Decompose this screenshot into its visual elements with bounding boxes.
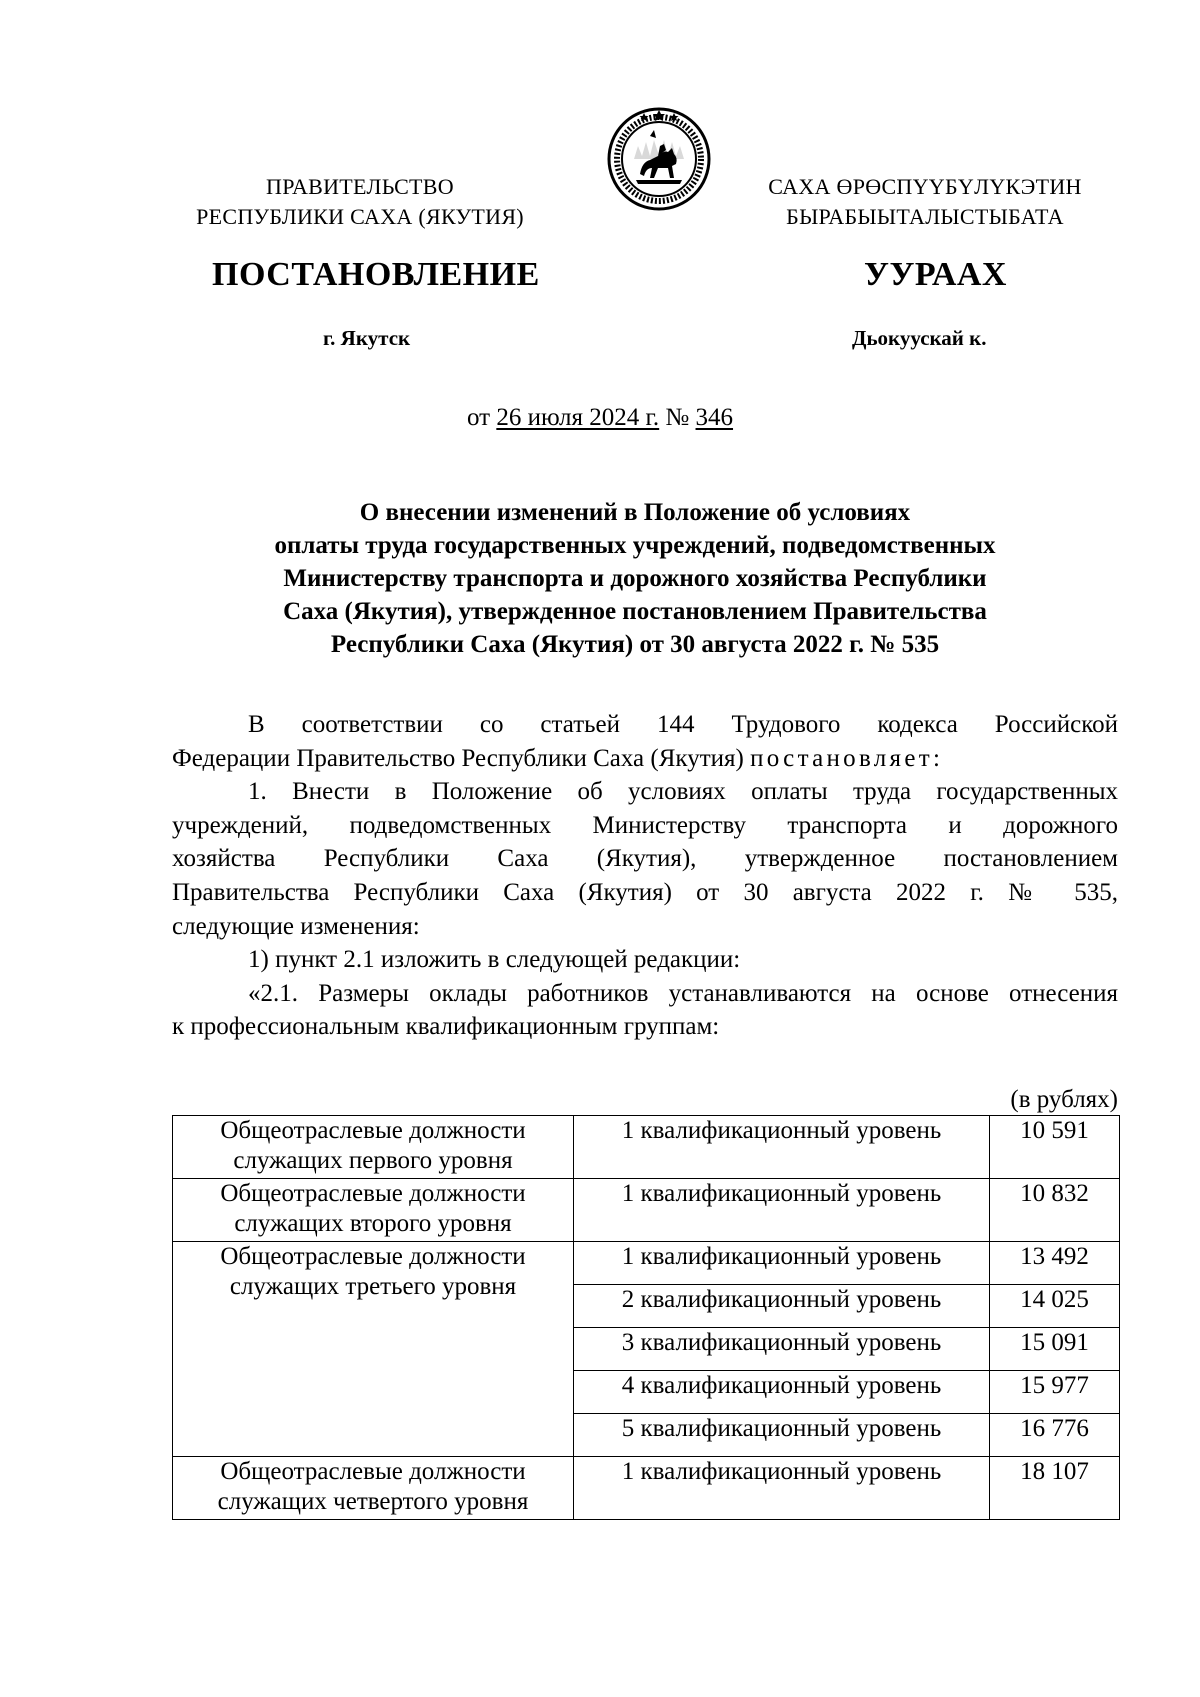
amount-cell: 16 776 bbox=[990, 1414, 1120, 1457]
amount-cell: 15 977 bbox=[990, 1371, 1120, 1414]
doc-type-ru: ПОСТАНОВЛЕНИЕ bbox=[212, 256, 540, 293]
amount-cell: 15 091 bbox=[990, 1328, 1120, 1371]
gov-ru-line1: ПРАВИТЕЛЬСТВО bbox=[266, 174, 454, 199]
level-cell: 1 квалификационный уровень bbox=[574, 1116, 990, 1179]
category-line: служащих четвертого уровня bbox=[217, 1488, 529, 1515]
level-cell: 1 квалификационный уровень bbox=[574, 1242, 990, 1285]
table-row bbox=[173, 1242, 1120, 1285]
category-line: Общеотраслевые должности bbox=[220, 1180, 526, 1207]
body-line: учреждений, подведомственных Министерству транспорта и дорожного bbox=[172, 811, 1118, 839]
body-line: следующие изменения: bbox=[172, 912, 420, 940]
table-row bbox=[173, 1116, 1120, 1179]
amount-cell: 13 492 bbox=[990, 1242, 1120, 1285]
body-line: Правительства Республики Саха (Якутия) от 30 августа 2022 г. № 535, bbox=[172, 878, 1118, 906]
amount-cell: 14 025 bbox=[990, 1285, 1120, 1328]
title-line: Саха (Якутия), утвержденное постановлением Правительства bbox=[283, 598, 987, 625]
doc-type-sah: УУРААХ bbox=[864, 256, 1007, 293]
salary-table bbox=[172, 1115, 1120, 1520]
body-line: 1) пункт 2.1 изложить в следующей редакции: bbox=[248, 946, 741, 974]
document-body bbox=[172, 708, 1118, 1044]
table-row bbox=[173, 1457, 1120, 1520]
body-line: «2.1. Размеры оклады работников устанавливаются на основе отнесения bbox=[248, 979, 1118, 1007]
body-line: к профессиональным квалификационным группам: bbox=[172, 1013, 720, 1041]
title-line: Республики Саха (Якутия) от 30 августа 2022 г. № 535 bbox=[330, 631, 940, 658]
date-prefix: от bbox=[466, 404, 491, 431]
level-cell: 2 квалификационный уровень bbox=[574, 1285, 990, 1328]
amount-cell: 18 107 bbox=[990, 1457, 1120, 1520]
gov-sah-line2: БЫРАБЫЫТАЛЫСТЫБАТА bbox=[786, 204, 1064, 229]
number-sign: № bbox=[665, 404, 690, 431]
body-line: 1. Внести в Положение об условиях оплаты труда государственных bbox=[248, 778, 1118, 806]
category-cell bbox=[173, 1179, 574, 1242]
amount-cell: 10 832 bbox=[990, 1179, 1120, 1242]
amount-cell: 10 591 bbox=[990, 1116, 1120, 1179]
emblem-icon bbox=[606, 106, 712, 212]
government-name-sah bbox=[745, 172, 1105, 232]
place-sah: Дьокуускай к. bbox=[852, 326, 987, 350]
category-line: служащих первого уровня bbox=[233, 1147, 513, 1174]
level-cell: 3 квалификационный уровень bbox=[574, 1328, 990, 1371]
document-number: 346 bbox=[695, 404, 734, 431]
level-cell: 1 квалификационный уровень bbox=[574, 1179, 990, 1242]
body-line: В соответствии со статьей 144 Трудового кодекса Российской bbox=[248, 711, 1118, 738]
category-cell bbox=[173, 1457, 574, 1520]
table-row bbox=[173, 1179, 1120, 1242]
category-line: Общеотраслевые должности bbox=[220, 1243, 526, 1270]
body-line: хозяйства Республики Саха (Якутия), утвержденное постановлением bbox=[172, 845, 1118, 873]
category-line: служащих второго уровня bbox=[234, 1210, 512, 1237]
category-cell bbox=[173, 1116, 574, 1179]
category-line: Общеотраслевые должности bbox=[220, 1117, 526, 1144]
gov-sah-line1: САХА ӨРӨСПҮҮБҮЛҮКЭТИН bbox=[768, 174, 1082, 199]
document-date: 26 июля 2024 г. bbox=[496, 404, 660, 431]
body-line bbox=[172, 742, 1118, 776]
level-cell: 5 квалификационный уровень bbox=[574, 1414, 990, 1457]
title-line: О внесении изменений в Положение об условиях bbox=[359, 499, 911, 526]
gov-ru-line2: РЕСПУБЛИКИ САХА (ЯКУТИЯ) bbox=[196, 204, 524, 229]
document-title bbox=[170, 496, 1100, 661]
body-line-text: Федерации Правительство Республики Саха (Якутия) bbox=[172, 744, 744, 772]
government-name-ru bbox=[180, 172, 540, 232]
place-ru: г. Якутск bbox=[323, 326, 411, 350]
title-line: Министерству транспорта и дорожного хозяйства Республики bbox=[283, 565, 987, 592]
table-unit-label: (в рублях) bbox=[1010, 1086, 1118, 1113]
category-cell bbox=[173, 1242, 574, 1457]
level-cell: 1 квалификационный уровень bbox=[574, 1457, 990, 1520]
level-cell: 4 квалификационный уровень bbox=[574, 1371, 990, 1414]
category-line: служащих третьего уровня bbox=[229, 1273, 517, 1300]
date-number-line bbox=[0, 404, 1200, 432]
title-line: оплаты труда государственных учреждений, подведомственных bbox=[274, 532, 996, 559]
category-line: Общеотраслевые должности bbox=[220, 1458, 526, 1485]
resolution-word: постановляет: bbox=[750, 744, 944, 772]
